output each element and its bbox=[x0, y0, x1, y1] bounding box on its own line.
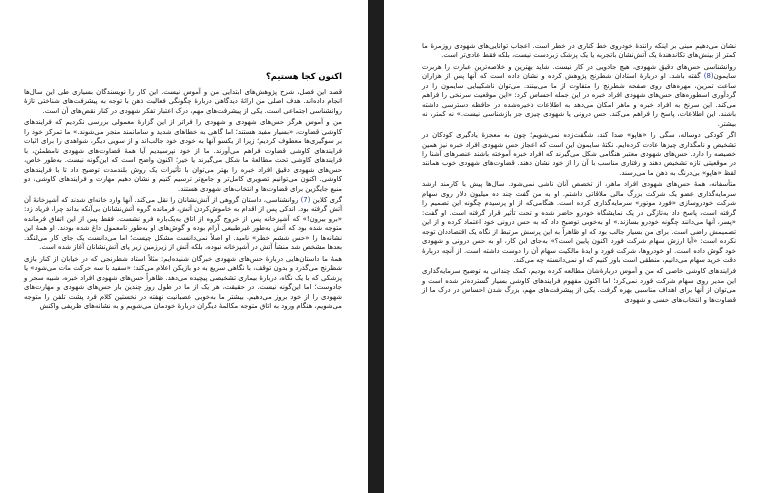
paragraph: گری کلاین (7) روانشناسی، داستان گروهی از آتش‌نشانان را نقل می‌کند. آنها وارد خانه‌ای شدند که آشپزخانهٔ آن آتش گرفته بود. اندکی پس از اقدام به خاموش‌کردن آتش، فرمانده گروه آتش‌نشانان بی‌آنکه بداند چرا، فریاد زد: «برو بیرون!» که آشپزخانه پس از خروج گروه از اتاق به‌یک‌باره فرو نشست. فقط پس از این اتفاق فرمانده متوجه شده بود که آتش به‌طور غیرطبیعی آرام بوده و گوش‌های او به‌طور نامعمول داغ شده بودند. او همهٔ این نشانه‌ها را «حس ششم خطر» نامید. او اصلاً نمی‌دانست مشکل چیست؛ اما می‌دانست یک جای کار می‌لنگد. بعدها مشخص شد منشأ آتش در آشپزخانه نبوده، بلکه آتش از زیرزمین زیر پای آتش‌نشانان آغاز شده است. bbox=[24, 195, 342, 252]
left-page-text bbox=[24, 70, 342, 313]
paragraph: فرایندهای کاوشی خاصی که من و آموس دربارهٔ‌شان مطالعه کرده بودیم، کمک چندانی به توضیح سرمایه‌گذاری این مدیر روی سهام شرکت فورد نمی‌کرد؛ اما اکنون مفهوم فرایندهای کاوشی بسیار گسترده‌تر شده است و می‌توان از آنها برای اهداف مناسبی بهره گرفت. یکی از پیشرفت‌های مهم، بزرگ شدن احساس در درک ما از قضاوت‌ها و انتخاب‌های حسی و شهودی bbox=[422, 267, 736, 304]
section-heading: اکنون کجا هستیم؟ bbox=[265, 71, 342, 81]
right-page-text bbox=[422, 42, 736, 307]
paragraph: من و آموس هرگز حس‌های شهودی و شهودی را فراتر از این گزارهٔ معمولی بررسی نکردیم که فرایندهای کاوشی قضاوت، «بسیار مفید هستند؛ اما گاهی به خطاهای شدید و سامانمند منجر می‌شوند.» ما تمرکز خود را بر سوگیری‌ها معطوف کردیم؛ زیرا از یکسو آنها به خودی خود جالب‌اند و از سویی دیگر، شواهدی را برای اثبات فرایندهای کاوشی قضاوت فراهم می‌آورند. ما از خود نپرسیدیم آیا همهٔ قضاوت‌های شهودی نامطمئن، با فرایندهای کاوشی تحت مطالعهٔ ما شکل می‌گیرند یا خیر؛ اکنون واضح است که این‌گونه نیست. به‌طور خاص، حس‌های شهودی دقیق افراد خبره را بهتر می‌توان با تأثیرات یک روش بلندمدت توضیح داد تا با فرایندهای کاوشی. اکنون می‌توانیم تصویری کامل‌تر و جامع‌تر ترسیم کنیم و نشان دهیم مهارت و فرایندهای کاوشی، دو منبع جایگزین برای قضاوت‌ها و انتخاب‌های شهودی هستند. bbox=[24, 118, 342, 193]
reference-link[interactable]: (7) bbox=[300, 195, 311, 204]
page-gutter bbox=[368, 0, 384, 493]
paragraph: روانشناسی حس‌های دقیق شهودی، هیچ جادویی در کار نیست. شاید بهترین و خلاصه‌ترین عبارت را هربرت سایمون(8) گفته باشد. او دربارهٔ استادان شطرنج پژوهش کرده و نشان داده است که آنها پس از هزاران ساعت تمرین، مهره‌های روی صفحه شطرنج را متفاوت از ما می‌بینند. می‌توان ناشکیبایی سایمون را در گردآوری اسطوره‌های حس‌های شهودی افراد خبره در این جمله احساس کرد: «این موقعیت سرنخی را فراهم می‌کند. این سرنخ به افراد خبره و ماهر امکان می‌دهد به اطلاعات ذخیره‌شده در حافظه دسترسی داشته باشند. این اطلاعات، پاسخ را فراهم می‌کند. حس درونی یا شهودی چیزی جز بازشناسی نیست.» نه کمتر، نه بیشتر. bbox=[422, 62, 736, 128]
paragraph: نشان می‌دهیم مبنی بر اینکه رانندهٔ خودروی خط کناری در خطر است. اعجاب توانایی‌های شهودی روزمرهٔ ما کمتر از بینش‌های تکاندهندهٔ یک آتش‌نشان باتجربه یا یک پزشک زبردست نیست، بلکه فقط عادی‌تر است. bbox=[422, 42, 736, 60]
paragraph: اگر کودکی دوساله، سگی را «هاپو» صدا کند، شگفت‌زده نمی‌شویم؛ چون به معجزهٔ یادگیری کودکان در تشخیص و نامگذاری چیزها عادت کرده‌ایم. نکتهٔ سایمون این است که اعجاز حس شهودی افراد خبره نیز همین خصیصه را دارد. حس‌های شهودی معتبر هنگامی شکل می‌گیرند که افراد خبره آموخته باشند عنصرهای آشنا را در موقعیتی تازه تشخیص دهند و رفتاری مناسب با آن را از خود نشان دهند. قضاوت‌های شهودی خوب همانند لفظ «هاپو» بی‌درنگ به ذهن ما می‌رسند. bbox=[422, 131, 736, 177]
reference-link[interactable]: (8) bbox=[703, 72, 714, 81]
paragraph: قصد این فصل، شرح پژوهش‌های ابتدایی من و آموس نیست. این کار را نویسندگان بسیاری طی این سال‌ها انجام داده‌اند. هدف اصلی من ارائهٔ دیدگاهی دربارهٔ چگونگی فعالیت ذهن با توجه به پیشرفت‌های شناختی تازهٔ روانشناسی اجتماعی است. یکی از پیشرفت‌های مهم، درک اعتبار تفکر شهودی در کنار نقص‌های آن است. bbox=[24, 88, 342, 115]
paragraph: همهٔ ما داستان‌هایی دربارهٔ حس‌های شهودی خبرگان شنیده‌ایم: مثلاً استاد شطرنجی که در خیابان از کنار بازی شطرنج می‌گذرد و بدون توقف، با نگاهی سریع به دو بازیکن اعلام می‌کند: «سفید با سه حرکت مات می‌شود» یا پزشکی که با یک نگاه، دربارهٔ بیماری تشخیصی پیچیده می‌دهد. ظاهراً حس‌های شهودی افراد خبره، شبیه سحر و جادوست؛ اما این‌گونه نیست. در حقیقت، هر یک از ما در طول روز چندین بار حس‌های شهودی و مهارت‌های شهودی را از خود بروز می‌دهیم. بیشتر ما به‌خوبی عصبانیت نهفته در نخستین کلام فرد پشت تلفن را متوجه می‌شویم، هنگام ورود به اتاق متوجه مکالمهٔ دیگران دربارهٔ خودمان می‌شویم و به نشانه‌های ظریفی واکنش bbox=[24, 254, 342, 310]
right-page bbox=[384, 0, 768, 493]
paragraph: متأسفانه، همهٔ حس‌های شهودی افراد ماهر، از تخصص آنان ناشی نمی‌شود. سال‌ها پیش با کارمند ارشد سرمایه‌گذاری عضو یک شرکت بزرگ مالی ملاقاتی داشتم. او به من گفت چند ده میلیون دلار روی سهام شرکت خودروسازی «فورد موتور» سرمایه‌گذاری کرده است. هنگامی‌که از او پرسیدم چگونه این تصمیم را گرفته است، پاسخ داد به‌تازگی در یک نمایشگاه خودرو حاضر شده و تحت تأثیر قرار گرفته است. او گفت: «پسر، آنها می‌دانند چگونه خودرو بسازند.» او به‌خوبی توضیح داد که به حس درونی خود اعتماد کرده و از این تصمیمش راضی است. برای من بسیار جالب بود که او ظاهراً به این پرسش مرتبط از نگاه یک اقتصاددان توجه نکرده است: «آیا ارزش سهام شرکت فورد اکنون پایین است؟» به‌جای این کار، او به حس درونی و شهودی خود گوش داده است. او خودروها، شرکت فورد و ایدهٔ مالکیت سهام آن را دوست داشته است. از آنچه دربارهٔ دقت خرید سهام می‌دانیم، منطقی است باور کنیم که او نمی‌دانسته چه می‌کند. bbox=[422, 180, 736, 264]
left-page bbox=[0, 0, 368, 493]
